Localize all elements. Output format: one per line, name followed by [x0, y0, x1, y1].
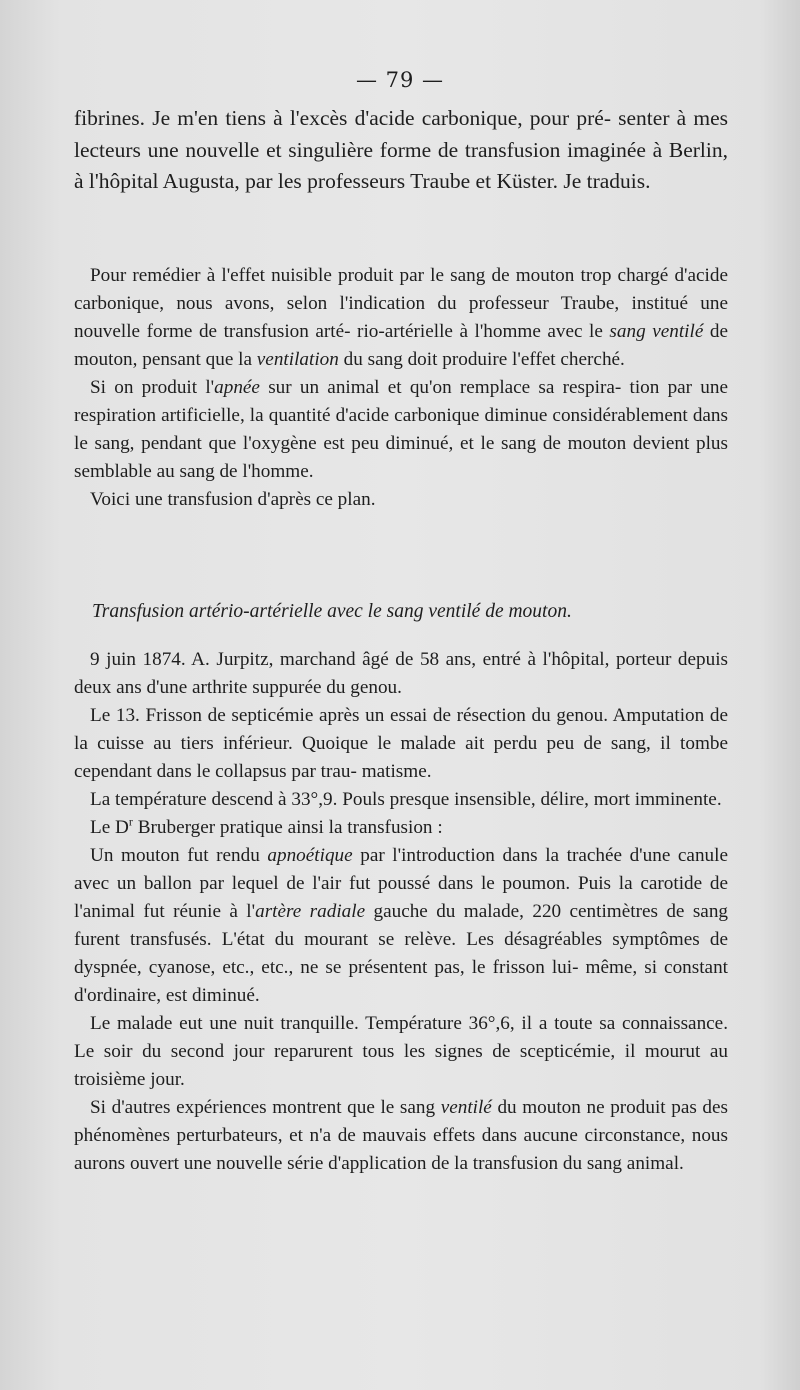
case-paragraph-7: [74, 1094, 728, 1178]
text-run: du sang doit produire l'effet cherché.: [338, 349, 625, 370]
intro-text: fibrines. Je m'en tiens à l'excès d'acide carbonique, pour pré- senter à mes lecteurs une nouvelle et singulière forme de transfusion imaginée à Berlin, à l'hôpital Augusta, par les professeurs Traube et Küster. Je traduis.: [74, 106, 728, 193]
text-run: gauche du malade, 220 centimètres de sang furent transfusés. L'état du mourant se relève. Les désagréables symptômes de dyspnée, cyanose, etc., etc., ne se présentent pas, le frisson lui- même, si constant d'ordinaire, est diminué.: [74, 901, 729, 1006]
italic-run: artère radiale: [255, 901, 366, 922]
case-paragraph-5: [74, 842, 728, 1010]
text-run: Bruberger pratique ainsi la transfusion :: [132, 817, 443, 838]
text-run: par l'introduction dans la trachée d'une canule avec un ballon par lequel de l'air fut poussé dans le poumon. Puis la carotide de l'animal fut réunie à l': [74, 845, 728, 922]
quoted-translation: [74, 262, 728, 514]
italic-run: ventilé: [440, 1097, 492, 1118]
italic-run: apnoétique: [267, 845, 353, 866]
case-heading: Transfusion artério-artérielle avec le sang ventilé de mouton.: [92, 601, 572, 622]
case-paragraph-3: La température descend à 33°,9. Pouls presque insensible, délire, mort imminente.: [90, 789, 722, 810]
text-run: de mouton, pensant que la: [74, 321, 728, 370]
quote-paragraph-1: [74, 262, 728, 374]
superscript: r: [128, 814, 133, 829]
case-report: [74, 646, 728, 1178]
text-run: Si d'autres expériences montrent que le sang: [90, 1097, 441, 1118]
quote-paragraph-3: Voici une transfusion d'après ce plan.: [90, 489, 376, 510]
page-number: — 79 —: [355, 68, 445, 92]
text-run: Pour remédier à l'effet nuisible produit par le sang de mouton trop chargé d'acide carbonique, nous avons, selon l'indication du professeur Traube, institué une nouvelle forme de transfusion arté- rio-artérielle à l'homme avec le: [74, 265, 728, 342]
text-run: du mouton ne produit pas des phénomènes perturbateurs, et n'a de mauvais effets dans aucune circonstance, nous aurons ouvert une nouvelle série d'application de la transfusion du sang animal.: [74, 1097, 728, 1174]
case-paragraph-1: 9 juin 1874. A. Jurpitz, marchand âgé de 58 ans, entré à l'hôpital, porteur depuis deux ans d'une arthrite suppurée du genou.: [74, 649, 728, 698]
italic-run: apnée: [214, 377, 260, 398]
text-run: Le D: [90, 817, 129, 838]
italic-run: sang ventilé: [609, 321, 704, 342]
text-run: sur un animal et qu'on remplace sa respira- tion par une respiration artificielle, la quantité d'acide carbonique diminue considérablement dans le sang, pendant que l'oxygène est peu diminué, et le sang de mouton devient plus semblable au sang de l'homme.: [74, 377, 729, 482]
intro-paragraph: [74, 103, 728, 198]
case-paragraph-6: Le malade eut une nuit tranquille. Température 36°,6, il a toute sa connaissance. Le soir du second jour reparurent tous les signes de scepticémie, il mourut au troisième jour.: [74, 1013, 728, 1090]
italic-run: ventilation: [256, 349, 339, 370]
text-run: Si on produit l': [90, 377, 215, 398]
case-paragraph-2: Le 13. Frisson de septicémie après un essai de résection du genou. Amputation de la cuisse au tiers inférieur. Quoique le malade ait perdu peu de sang, il tombe cependant dans le collapsus par trau- matisme.: [74, 705, 728, 782]
quote-paragraph-2: [74, 374, 728, 486]
text-run: Un mouton fut rendu: [90, 845, 268, 866]
case-paragraph-4: [74, 814, 728, 842]
